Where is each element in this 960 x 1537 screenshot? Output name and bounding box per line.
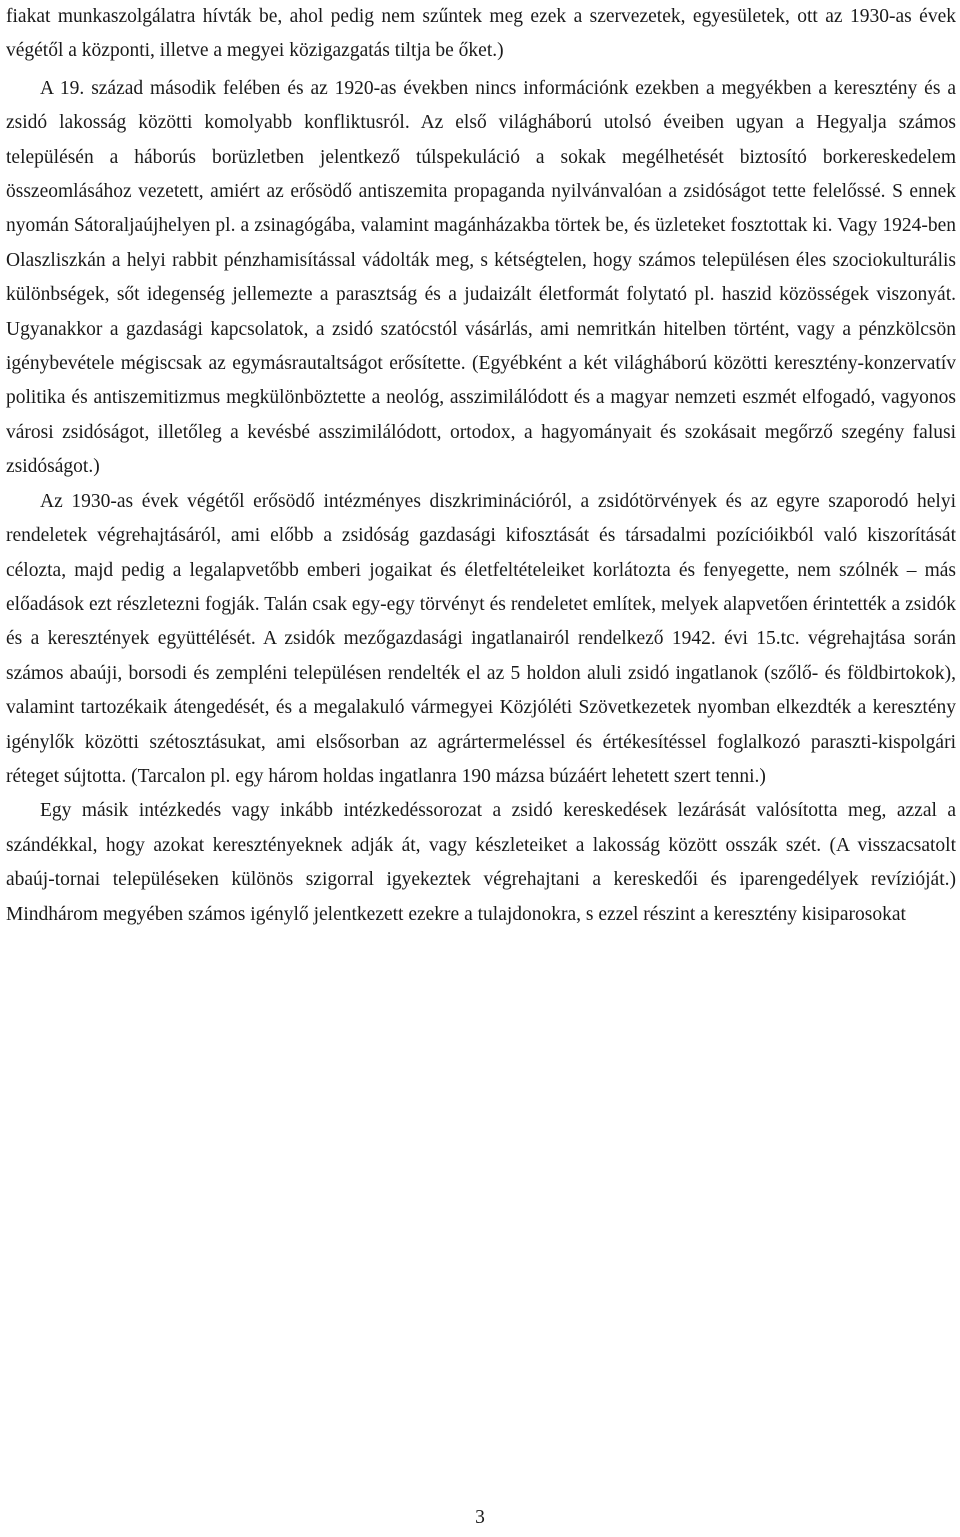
page-number: 3 bbox=[475, 1507, 485, 1528]
paragraph-3: Az 1930-as évek végétől erősödő intézményes diszkriminációról, a zsidótörvények és az egyre szaporodó helyi rendeletek végrehajtásáról, ami előbb a zsidóság gazdasági kifosztását és társadalmi pozícióikból való kiszorítását célozta, majd pedig a legalapvetőbb emberi jogaikat és életfeltételeiket korlátozta és fenyegette, nem szólnék – más előadások ezt részletezni fogják. Talán csak egy-egy törvényt és rendeletet említek, melyek alapvetően érintették a zsidók és a keresztények együttélését. A zsidók mezőgazdasági ingatlanairól rendelkező 1942. évi 15.tc. végrehajtása során számos abaúji, borsodi és zempléni településen rendelték el az 5 holdon aluli zsidó ingatlanok (szőlő- és földbirtokok), valamint tartozékaik átengedését, és a megalakuló vármegyei Közjóléti Szövetkezetek nyomban elkezdték a keresztény igénylők közötti szétosztásukat, ami elsősorban az agrártermeléssel és értékesítéssel foglalkozó paraszti-kispolgári réteget sújtotta. (Tarcalon pl. egy három holdas ingatlanra 190 mázsa búzáért lehetett szert tenni.) bbox=[6, 490, 956, 787]
paragraph-1: fiakat munkaszolgálatra hívták be, ahol pedig nem szűntek meg ezek a szervezetek, egyesületek, ott az 1930-as évek végétől a központi, illetve a megyei közigazgatás tiltja be őket.) bbox=[6, 6, 956, 62]
paragraph-4: Egy másik intézkedés vagy inkább intézkedéssorozat a zsidó kereskedések lezárását valósította meg, azzal a szándékkal, hogy azokat keresztényeknek adják át, vagy készleteiket a lakosság között osszák szét. (A visszacsatolt abaúj-tornai településeken különös szigorral igyekeztek végrehajtani a kereskedői és iparengedélyek revízióját.) Mindhárom megyében számos igénylő jelentkezett ezekre a tulajdonokra, s ezzel részint a keresztény kisiparosokat bbox=[6, 800, 956, 925]
document-page bbox=[6, 0, 956, 932]
paragraph-2: A 19. század második felében és az 1920-as években nincs információnk ezekben a megyékben a keresztény és a zsidó lakosság közötti komolyabb konfliktusról. Az első világháború utolsó éveiben ugyan a Hegyalja számos településén a háborús borüzletben jelentkező túlspekuláció a sokak megélhetését biztosító borkereskedelem összeomlásához vezetett, amiért az erősödő antiszemita propaganda nyilvánvalóan a zsidóságot tette felelőssé. S ennek nyomán Sátoraljaújhelyen pl. a zsinagógába, valamint magánházakba törtek be, és üzleteket fosztottak ki. Vagy 1924-ben Olaszliszkán a helyi rabbit pénzhamisítással vádolták meg, s kétségtelen, hogy számos településen éles szociokulturális különbségek, sőt idegenség jellemezte a parasztság és a judaizált életformát folytató pl. haszid közösségek viszonyát. Ugyanakkor a gazdasági kapcsolatok, a zsidó szatócstól vásárlás, ami nemritkán hitelben történt, vagy a pénzkölcsön igénybevétele mégiscsak az egymásrautaltságot erősítette. (Egyébként a két világháború közötti keresztény-konzervatív politika és antiszemitizmus megkülönböztette a neológ, asszimilálódott és a magyar nemzeti eszmét elfogadó, vagyonos városi zsidóságot, illetőleg a kevésbé asszimilálódott, ortodox, a hagyományait és szokásait megőrző szegény falusi zsidóságot.) bbox=[6, 77, 956, 478]
